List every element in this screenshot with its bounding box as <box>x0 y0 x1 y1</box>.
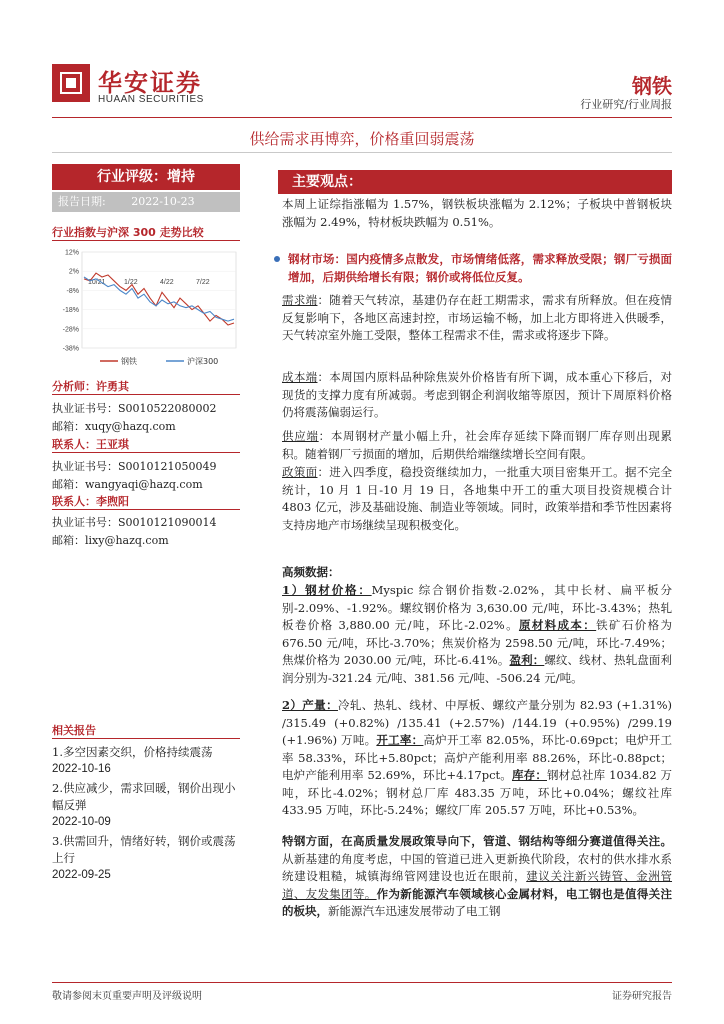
related-reports-rule <box>52 738 240 739</box>
cost-label: 成本端 <box>282 370 318 384</box>
policy-paragraph <box>282 464 672 534</box>
logo-mark <box>52 64 90 102</box>
electrical-steel-lead: 作为新能源汽车领域核心金属材料，电工钢也是值得关注的板块， <box>282 886 672 918</box>
production-text: 冷轧、热轧、线材、中厚板、螺纹产量分别为 82.93 (+1.31%) /315.49 (+0.82%) /135.41 (+2.57%) /144.19 (+0.95%) /299.19 (+1.96%) 万吨。 <box>282 698 672 747</box>
related-reports-heading: 相关报告 <box>52 724 96 737</box>
chart-x-tick: 10/21 <box>88 279 106 287</box>
chart-series-line <box>84 273 234 325</box>
demand-label: 需求端 <box>282 293 318 307</box>
special-steel-lead: 特钢方面，在高质量发展政策导向下，管道、钢结构等细分赛道值得关注。 <box>282 834 672 848</box>
contact-heading-rule <box>52 452 240 453</box>
report-title: 供给需求再博弈，价格重回弱震荡 <box>249 130 475 148</box>
electrical-steel-text: 新能源汽车迅速发展带动了电工钢 <box>328 904 501 918</box>
related-report-date: 2022-10-09 <box>52 816 111 828</box>
contact-cert: 执业证书号：S0010121050049 <box>52 460 217 473</box>
footer-label: 证券研究报告 <box>612 991 672 1002</box>
supply-label: 供应端 <box>282 429 319 443</box>
policy-label: 政策面 <box>282 465 318 479</box>
profit-text: 螺纹、线材、热轧盘面利润分别为-321.24 元/吨、381.56 元/吨、-506.24 元/吨。 <box>282 653 672 685</box>
related-report-title: 2.供应减少，需求回暖，钢价出现小幅反弹 <box>52 781 236 812</box>
market-summary: 钢材市场：国内疫情多点散发，市场情绪低落，需求释放受限；钢厂亏损面增加，后期供给增长有限；钢价或将低位反复。 <box>288 252 672 284</box>
contact-email[interactable]: 邮箱：lixy@hazq.com <box>52 534 169 547</box>
chart-heading-rule <box>52 240 240 241</box>
production-label: 2）产量： <box>282 698 338 712</box>
contact-cert: 执业证书号：S0010121090014 <box>52 516 217 529</box>
raw-cost-text: 铁矿石价格为 676.50 元/吨，环比-3.70%；焦炭价格为 2598.50 元/吨，环比-7.49%；焦煤价格为 2030.00 元/吨，环比-6.41%。 <box>282 618 672 667</box>
date-label: 报告日期: <box>58 195 106 208</box>
report-type: 行业研究/行业周报 <box>580 98 672 111</box>
related-report-item[interactable] <box>52 780 242 831</box>
related-report-title: 3.供需回升，情绪好转，钢价或震荡上行 <box>52 834 236 865</box>
key-views-heading: 主要观点： <box>292 174 362 190</box>
related-report-item[interactable] <box>52 744 242 778</box>
chart-y-tick: 12% <box>64 249 79 257</box>
high-frequency-heading: 高频数据： <box>282 565 340 579</box>
rating-badge: 行业评级：增持 <box>52 164 240 190</box>
chart-x-tick: 4/22 <box>160 279 174 287</box>
utilization-label: 开工率： <box>376 733 424 747</box>
contact-heading: 联系人：王亚琪 <box>52 438 129 451</box>
policy-text: ：进入四季度，稳投资继续加力，一批重大项目密集开工。据不完全统计，10 月 1 日-10 月 19 日，各地集中开工的重大项目投资规模合计 4803 亿元，涉及基础设施、制造业等领域。同时，政策举措和季节性因素将支持房地产市场继续呈现积极变化。 <box>282 465 672 532</box>
special-steel-recommend: 建议关注新兴铸管、金洲管道、友发集团等。 <box>282 869 673 901</box>
chart-y-tick: -28% <box>62 326 79 334</box>
utilization-text: 高炉开工率 82.05%，环比-0.69pct；电炉开工率 58.33%，环比+5.80pct；高炉产能利用率 88.26%，环比-0.88pct；电炉产能利用率 52.69%，环比+4.17pct。 <box>282 733 673 782</box>
cost-paragraph <box>282 369 672 422</box>
trend-chart <box>52 244 240 370</box>
raw-cost-label: 原材料成本： <box>518 618 597 632</box>
market-intro: 本周上证综指涨幅为 1.57%，钢铁板块涨幅为 2.12%；子板块中普钢板块涨幅为 2.49%，特材板块跌幅为 0.51%。 <box>282 197 672 229</box>
chart-x-tick: 7/22 <box>196 279 210 287</box>
supply-paragraph <box>282 428 672 463</box>
analyst-heading-rule <box>52 394 240 395</box>
demand-text: ：随着天气转凉，基建仍存在赶工期需求，需求有所释放。但在疫情反复影响下，各地区高速封控，市场运输不畅，加上北方即将进入供暖季，天气转凉室外施工受限，整体工程需求不佳，需求或将逐步下降。 <box>282 293 672 342</box>
footer-disclaimer[interactable]: 敬请参阅末页重要声明及评级说明 <box>52 991 202 1002</box>
demand-paragraph <box>282 292 672 345</box>
logo-english: HUAAN SECURITIES <box>98 94 204 105</box>
bullet-icon <box>274 256 280 262</box>
cost-text: ：本周国内原料品种除焦炭外价格皆有所下调，成本重心下移后，对现货的支撑力度有所减弱。考虑到钢企利润收缩等原因，预计下周原料价格仍将震荡偏弱运行。 <box>282 370 672 419</box>
header-divider <box>52 117 672 118</box>
inventory-text: 钢材总社库 1034.82 万吨，环比-4.02%；钢材总厂库 483.35 万吨，环比+0.04%；螺纹社库 433.95 万吨，环比-5.24%；螺纹厂库 205.57 万吨，环比+0.53%。 <box>282 768 673 817</box>
chart-heading: 行业指数与沪深 300 走势比较 <box>52 226 204 239</box>
supply-text: ：本周钢材产量小幅上升，社会库存延续下降而钢厂库存则出现累积。随着钢厂亏损面的增加，后期供给端继续增长空间有限。 <box>282 429 673 461</box>
report-date: 2022-10-23 <box>131 195 195 208</box>
chart-y-tick: -18% <box>62 307 79 315</box>
steel-price-paragraph <box>282 582 672 687</box>
related-report-item[interactable] <box>52 833 242 884</box>
chart-y-tick: -38% <box>62 345 79 353</box>
chart-x-tick: 1/22 <box>124 279 138 287</box>
chart-y-tick: 2% <box>68 268 79 276</box>
inventory-label: 库存： <box>511 768 547 782</box>
related-report-date: 2022-10-16 <box>52 763 111 775</box>
profit-label: 盈利： <box>509 653 545 667</box>
related-report-date: 2022-09-25 <box>52 869 111 881</box>
contact-heading: 联系人：李煦阳 <box>52 495 129 508</box>
chart-y-tick: -8% <box>66 287 79 295</box>
analyst-email[interactable]: 邮箱：xuqy@hazq.com <box>52 420 176 433</box>
chart-legend-label: 钢铁 <box>121 357 137 366</box>
related-report-title: 1.多空因素交织，价格持续震荡 <box>52 745 213 759</box>
special-steel-paragraph <box>282 833 672 921</box>
analyst-cert: 执业证书号：S0010522080002 <box>52 402 217 415</box>
production-paragraph <box>282 697 672 820</box>
chart-legend-label: 沪深300 <box>187 357 219 366</box>
title-divider <box>52 152 672 153</box>
footer-divider <box>52 982 672 983</box>
steel-price-label: 1）钢材价格： <box>282 583 372 597</box>
special-steel-text: 从新基建的角度考虑，中国的管道已进入更新换代阶段，农村的供水排水系统建设粗糙，城镇海绵管网建设也近在眼前， <box>282 851 672 883</box>
report-date-bar <box>52 192 240 212</box>
analyst-heading: 分析师：许勇其 <box>52 380 129 393</box>
logo-chinese: 华安证券 <box>98 69 202 97</box>
steel-price-text: Myspic 综合钢价指数-2.02%，其中长材、扁平板分别-2.09%、-1.92%。螺纹钢价格为 3,630.00 元/吨，环比-3.43%；热轧板卷价格 3,880.00 元/吨，环比-2.02%。 <box>282 583 672 632</box>
sector-name: 钢铁 <box>632 74 672 98</box>
contact-email[interactable]: 邮箱：wangyaqi@hazq.com <box>52 478 203 491</box>
key-views-heading-bar <box>278 170 672 194</box>
contact-heading-rule <box>52 509 240 510</box>
